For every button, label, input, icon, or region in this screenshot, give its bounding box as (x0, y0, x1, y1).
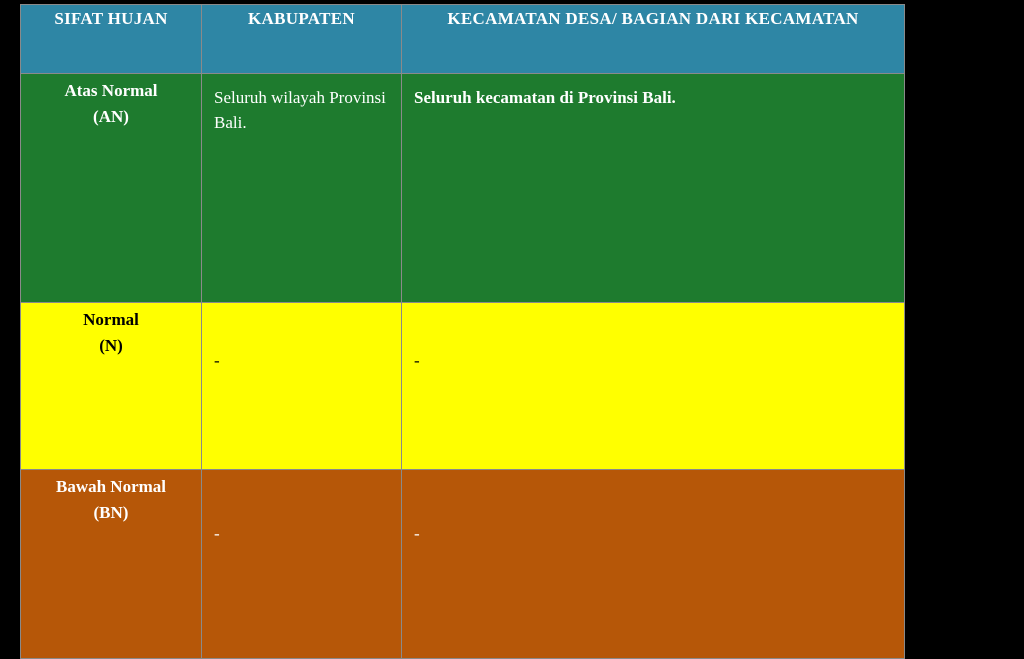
category-label-line1: Normal (83, 310, 139, 329)
sifat-hujan-table (20, 4, 905, 659)
row-kabupaten-value: - (202, 303, 402, 470)
table-row (21, 303, 905, 470)
table-row (21, 470, 905, 659)
row-category-normal (21, 303, 202, 470)
column-header-kabupaten: KABUPATEN (202, 5, 402, 74)
column-header-kecamatan: KECAMATAN DESA/ BAGIAN DARI KECAMATAN (402, 5, 905, 74)
table-header-row (21, 5, 905, 74)
column-header-sifat-hujan: SIFAT HUJAN (21, 5, 202, 74)
category-label-line2: (BN) (93, 503, 129, 523)
category-label-line2: (N) (99, 336, 123, 356)
table-header (21, 5, 905, 74)
category-label-line2: (AN) (93, 107, 129, 127)
category-label-line1: Bawah Normal (55, 477, 167, 496)
row-kabupaten-value: - (202, 470, 402, 659)
table-body (21, 74, 905, 659)
category-label-line1: Atas Normal (64, 81, 158, 100)
row-category-bawah-normal (21, 470, 202, 659)
row-kecamatan-value: Seluruh kecamatan di Provinsi Bali. (402, 74, 905, 303)
row-kecamatan-value: - (402, 303, 905, 470)
table-row (21, 74, 905, 303)
row-kecamatan-value: - (402, 470, 905, 659)
row-kabupaten-value: Seluruh wilayah Provinsi Bali. (202, 74, 402, 303)
row-category-atas-normal (21, 74, 202, 303)
